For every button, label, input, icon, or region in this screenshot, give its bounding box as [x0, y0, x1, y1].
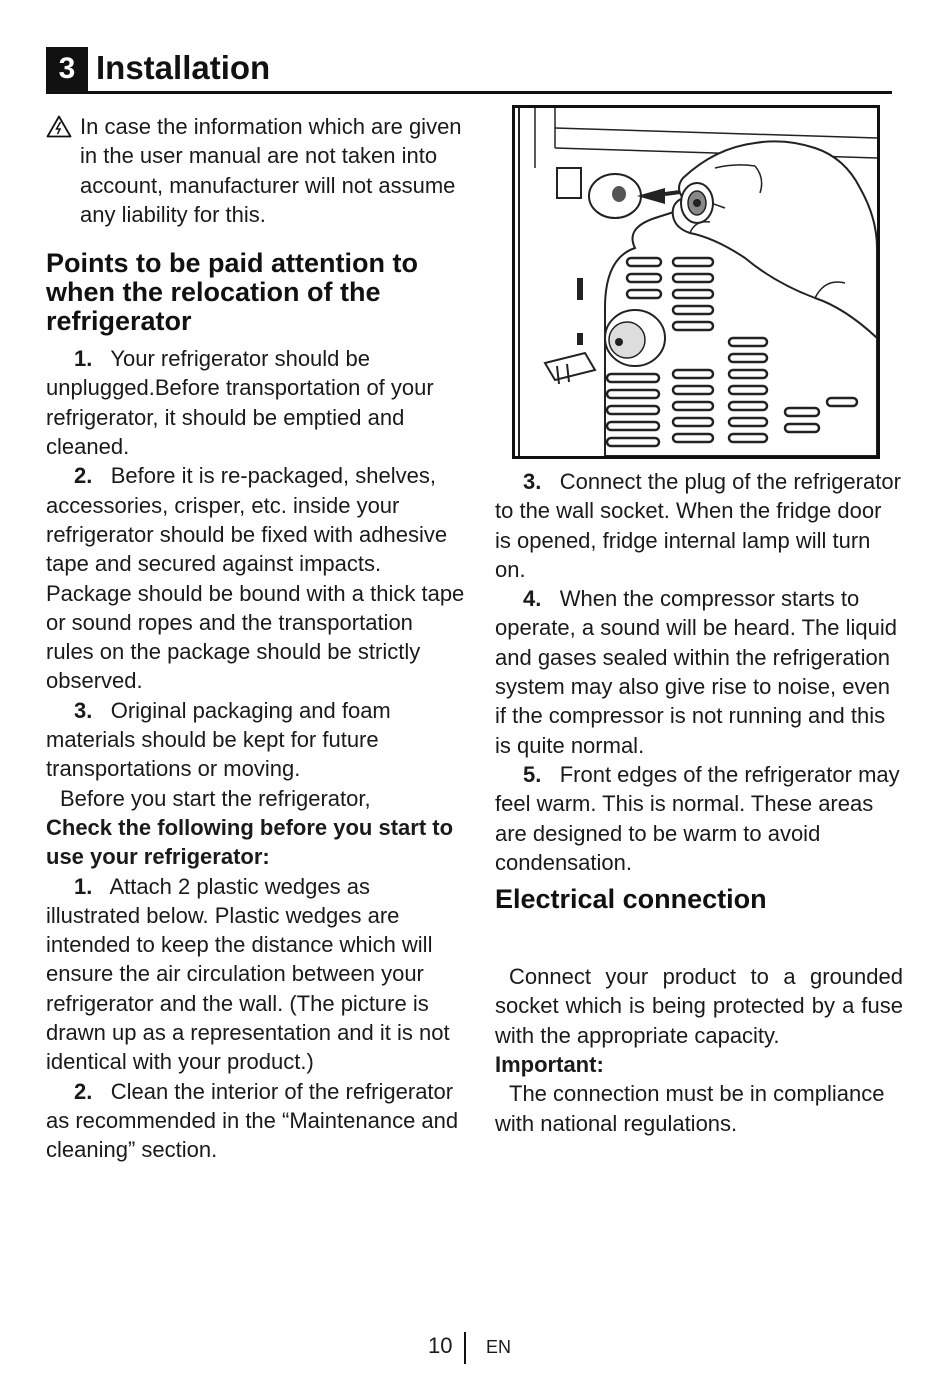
item-number: 2.: [74, 1078, 93, 1104]
before-start-text: Before you start the refrigerator,: [60, 785, 371, 811]
item-text: When the compressor starts to operate, a sound will be heard. The liquid and gases sealed within the refrigeration system may also give rise to noise, even if the compressor is not running and this is quite normal.: [495, 586, 897, 758]
warning-icon: [46, 115, 72, 138]
item-text: Before it is re-packaged, shelves, accessories, crisper, etc. inside your refrigerator should be fixed with adhesive tape and secured against impacts. Package should be bound with a thick tape or sound ropes and the transportation rules on the package should be strictly observed.: [46, 463, 465, 694]
warning-text: In case the information which are given in the user manual are not taken into account, manufacturer will not assume any liability for this.: [80, 114, 462, 227]
relocation-item: [46, 696, 466, 784]
footer-divider: [464, 1332, 466, 1364]
check-item: [495, 467, 903, 584]
relocation-heading: Points to be paid attention to when the relocation of the refrigerator: [46, 248, 418, 337]
item-text: Connect the plug of the refrigerator to the wall socket. When the fridge door is opened, fridge internal lamp will turn on.: [495, 469, 901, 582]
electrical-body: Connect your product to a grounded socket which is being protected by a fuse with the appropriate capacity.: [495, 964, 903, 1048]
item-number: 5.: [523, 761, 542, 787]
item-number: 3.: [74, 697, 93, 723]
section-header: [46, 46, 892, 94]
spacer: [495, 932, 903, 962]
important-text: The connection must be in compliance with national regulations.: [495, 1081, 885, 1136]
item-text: Original packaging and foam materials should be kept for future transportations or moving.: [46, 697, 391, 782]
check-item: [495, 584, 903, 760]
section-title: Installation: [96, 49, 271, 86]
item-number: 2.: [74, 463, 93, 489]
page-number: 10: [428, 1333, 453, 1358]
item-number: 3.: [523, 469, 542, 494]
check-item: [46, 872, 466, 1077]
right-column: [495, 467, 903, 1138]
warning-note: [46, 112, 466, 229]
language-code: EN: [486, 1337, 512, 1357]
check-heading: Check the following before you start to use your refrigerator:: [46, 814, 454, 870]
illustration-drawing: [515, 108, 877, 456]
item-number: 1.: [74, 873, 93, 899]
left-column: [46, 112, 466, 1165]
item-text: Clean the interior of the refrigerator as recommended in the “Maintenance and cleaning” section.: [46, 1078, 459, 1163]
relocation-item: [46, 344, 466, 461]
check-item: [46, 1077, 466, 1165]
item-number: 4.: [523, 586, 542, 612]
important-label: Important:: [495, 1052, 604, 1078]
item-text: Attach 2 plastic wedges as illustrated below. Plastic wedges are intended to keep the distance which will ensure the air circulation between your refrigerator and the wall. (The picture is drawn up as a representation and it is not identical with your product.): [46, 873, 450, 1075]
wedge-installation-illustration: [512, 105, 880, 459]
check-item: [495, 760, 903, 877]
item-text: Your refrigerator should be unplugged.Before transportation of your refrigerator, it should be emptied and cleaned.: [46, 346, 434, 460]
section-number: 3: [46, 47, 88, 91]
item-text: Front edges of the refrigerator may feel warm. This is normal. These areas are designed to be warm to avoid condensation.: [495, 761, 900, 875]
page-footer: [0, 1332, 950, 1362]
header-divider: [46, 91, 892, 94]
relocation-item: [46, 461, 466, 695]
item-number: 1.: [74, 346, 93, 372]
electrical-heading: Electrical connection: [495, 884, 767, 915]
